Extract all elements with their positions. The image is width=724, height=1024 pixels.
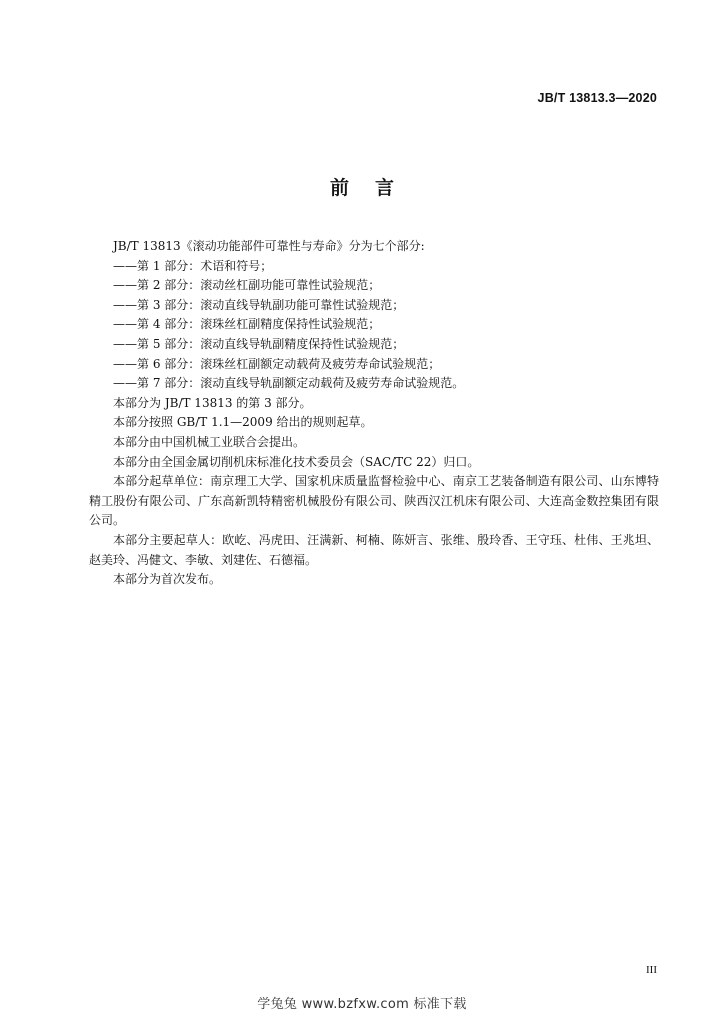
first-release-paragraph: 本部分为首次发布。 <box>113 572 222 587</box>
part-list-item: ——第 5 部分：滚动直线导轨副精度保持性试验规范； <box>113 336 405 351</box>
committee-paragraph: 本部分由全国金属切削机床标准化技术委员会（SAC/TC 22）归口。 <box>113 454 480 469</box>
part-list-item: ——第 6 部分：滚珠丝杠副额定动载荷及疲劳寿命试验规范； <box>113 356 441 371</box>
page-number: III <box>646 964 657 976</box>
page-title: 前言 <box>329 177 420 199</box>
proposer-paragraph: 本部分由中国机械工业联合会提出。 <box>113 434 306 449</box>
drafting-rule-paragraph: 本部分按照 GB/T 1.1—2009 给出的规则起草。 <box>113 415 373 430</box>
part-list-item: ——第 7 部分：滚动直线导轨副额定动载荷及疲劳寿命试验规范。 <box>113 376 465 391</box>
intro-paragraph: JB/T 13813《滚动功能部件可靠性与寿命》分为七个部分: <box>113 239 425 253</box>
drafters-paragraph: 本部分主要起草人：欧屹、冯虎田、汪满新、柯楠、陈妍言、张维、殷玲香、王守珏、杜伟、王兆坦、赵美玲、冯健文、李敏、刘建佐、石德福。 <box>89 532 659 567</box>
drafting-units-paragraph: 本部分起草单位：南京理工大学、国家机床质量监督检验中心、南京工艺装备制造有限公司、山东博特精工股份有限公司、广东高新凯特精密机械股份有限公司、陕西汉江机床有限公司、大连高金数控集团有限公司。 <box>89 474 659 528</box>
standard-code: JB/T 13813.3—2020 <box>537 91 657 105</box>
part-list-item: ——第 1 部分：术语和符号； <box>113 258 273 273</box>
part-list-item: ——第 4 部分：滚珠丝杠副精度保持性试验规范； <box>113 317 381 332</box>
part-list-item: ——第 3 部分：滚动直线导轨副功能可靠性试验规范； <box>113 297 405 312</box>
preface-body <box>89 237 659 590</box>
part-list-item: ——第 2 部分：滚动丝杠副功能可靠性试验规范； <box>113 278 381 293</box>
download-watermark[interactable]: 学兔兔 www.bzfxw.com 标准下载 <box>257 997 467 1012</box>
part-statement-paragraph: 本部分为 JB/T 13813 的第 3 部分。 <box>113 395 312 410</box>
